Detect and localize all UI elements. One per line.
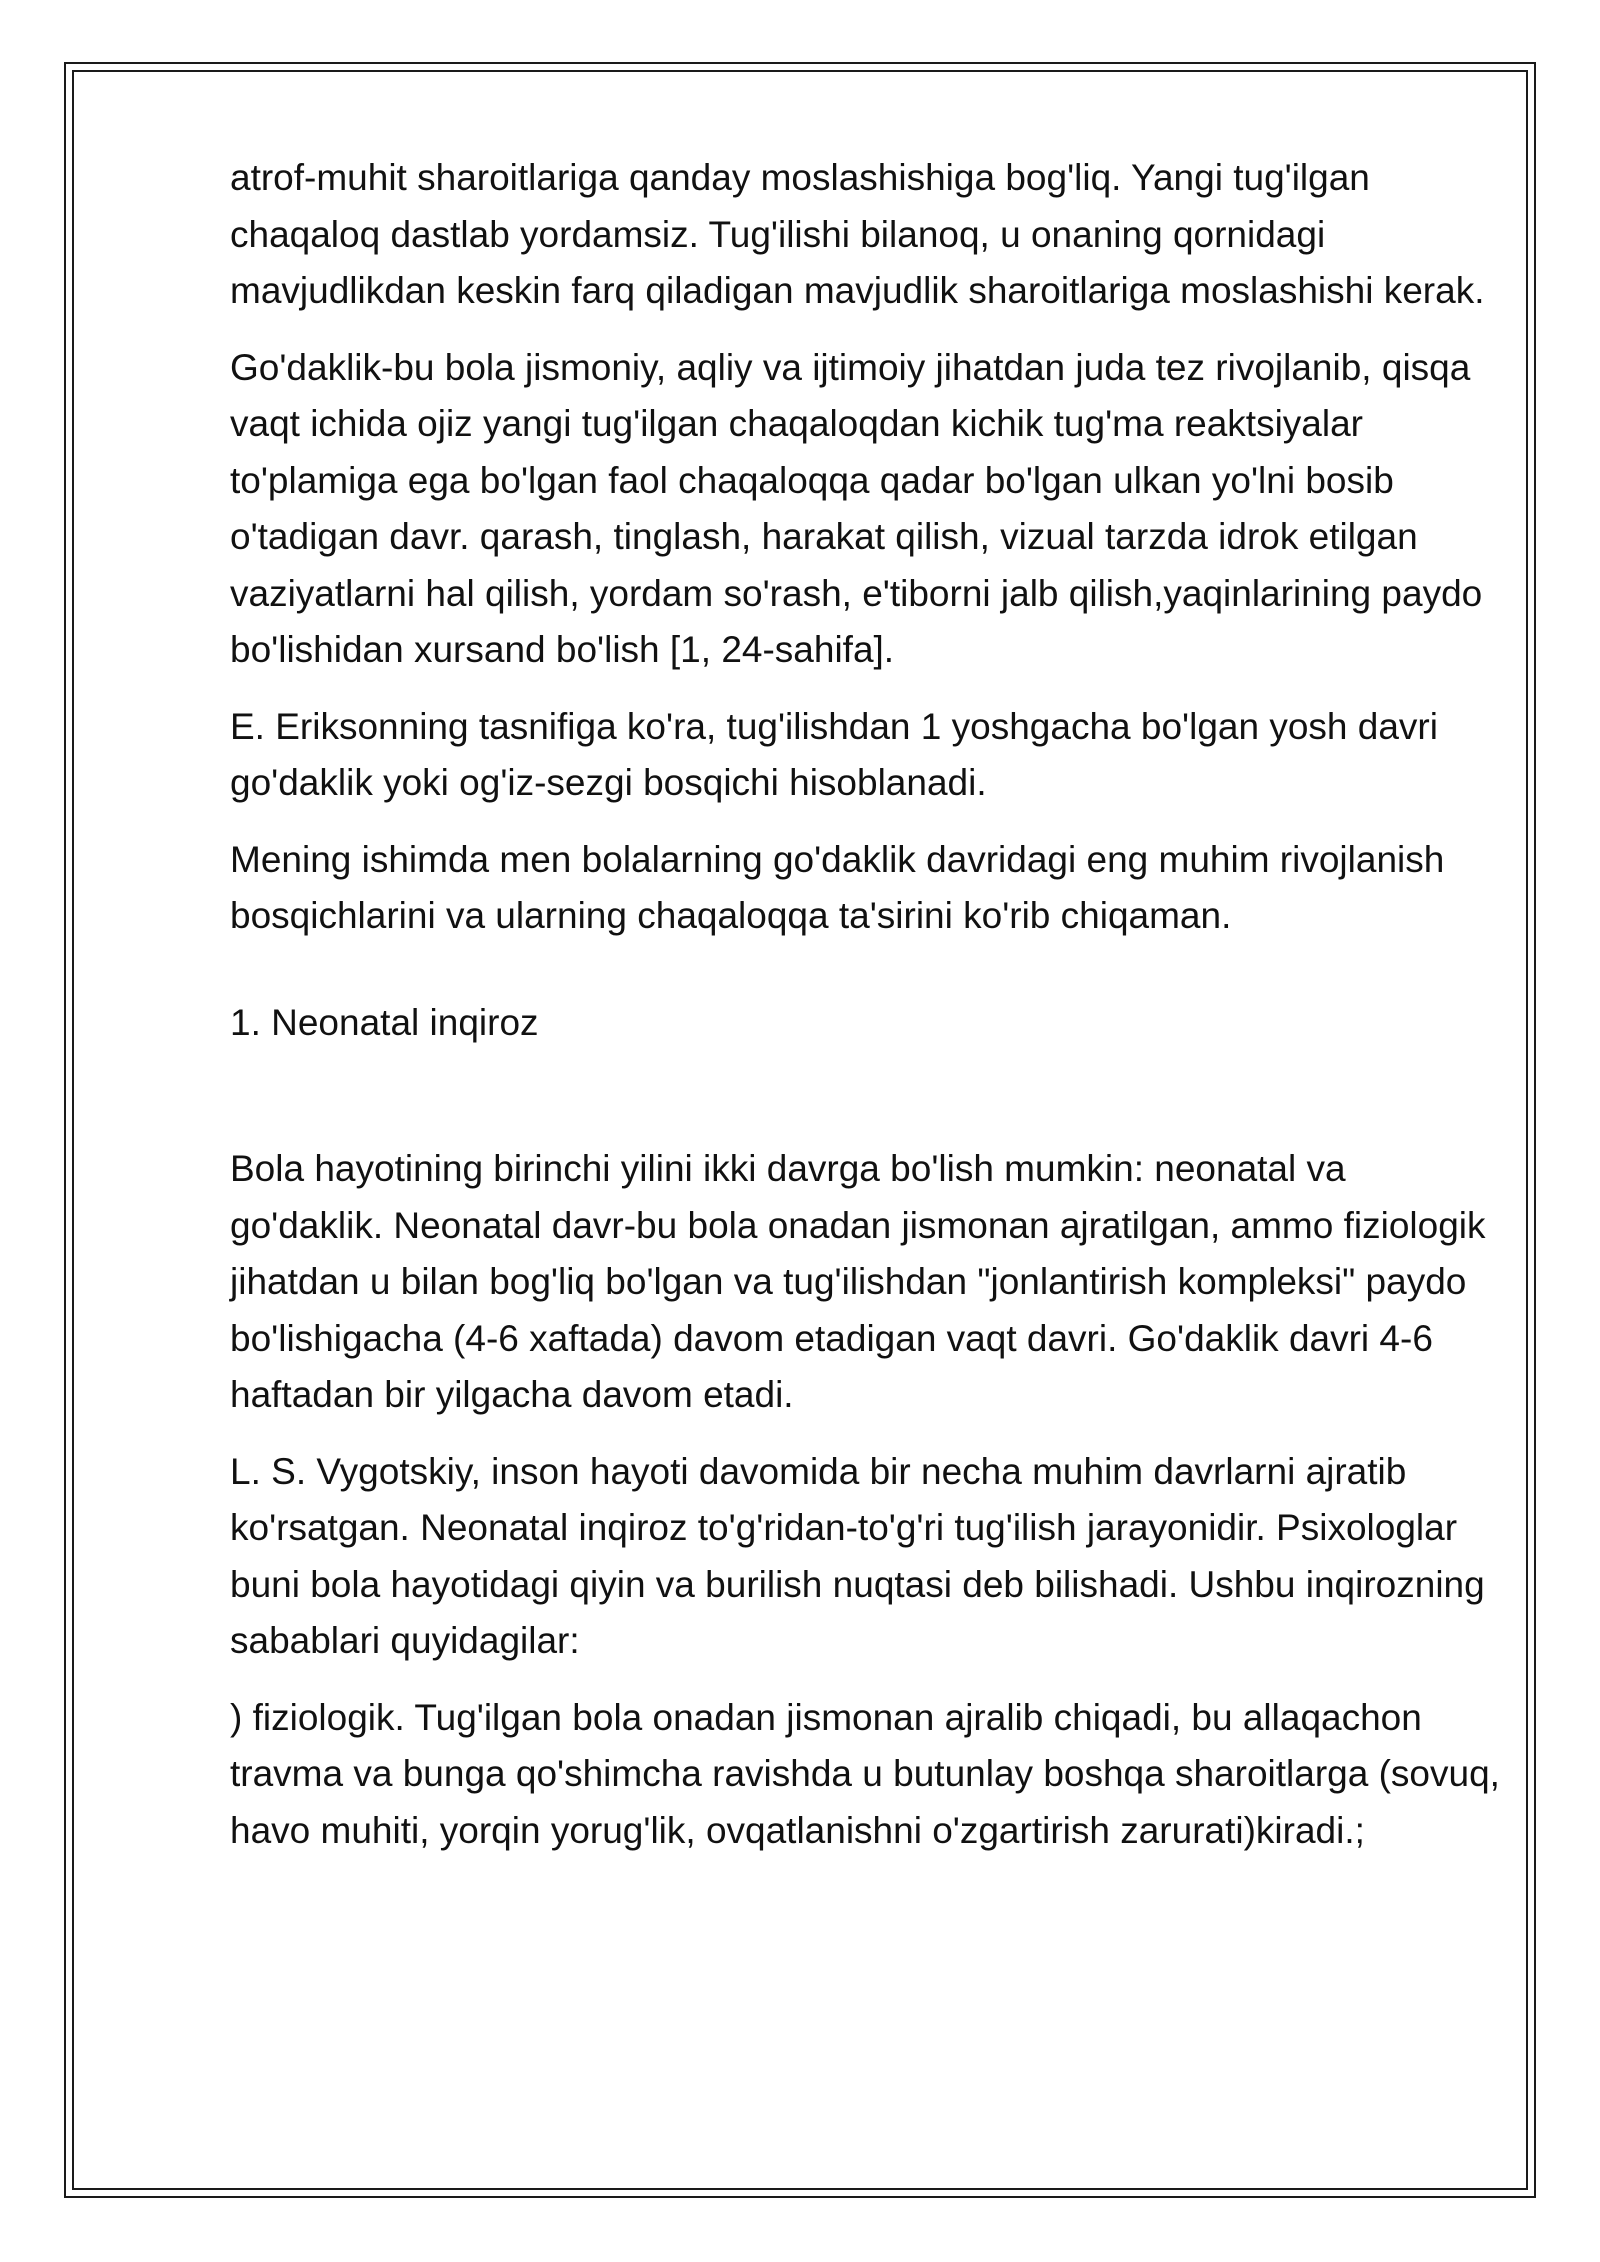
paragraph: atrof-muhit sharoitlariga qanday moslashishiga bog'liq. Yangi tug'ilgan chaqaloq dastlab yordamsiz. Tug'ilishi bilanoq, u onaning qornidagi mavjudlikdan keskin farq qiladigan mavjudlik sharoitlariga moslashishi kerak.: [230, 157, 1485, 311]
paragraph: Mening ishimda men bolalarning go'daklik davridagi eng muhim rivojlanish bosqichlarini va ularning chaqaloqqa ta'sirini ko'rib chiqaman.: [230, 838, 1445, 936]
paragraph: L. S. Vygotskiy, inson hayoti davomida bir necha muhim davrlarni ajratib ko'rsatgan. Neonatal inqiroz to'g'ridan-to'g'ri tug'ilish jarayonidir. Psixologlar buni bola hayotidagi qiyin va burilish nuqtasi deb bilishadi. Ushbu inqirozning sabablari quyidagilar:: [230, 1450, 1485, 1661]
section-heading: 1. Neonatal inqiroz: [230, 1001, 539, 1043]
document-body: [230, 150, 1500, 1879]
paragraph: ) fiziologik. Tug'ilgan bola onadan jismonan ajralib chiqadi, bu allaqachon travma va bunga qo'shimcha ravishda u butunlay boshqa sharoitlarga (sovuq, havo muhiti, yorqin yorug'lik, ovqatlanishni o'zgartirish zarurati)kiradi.;: [230, 1696, 1500, 1851]
paragraph: E. Eriksonning tasnifiga ko'ra, tug'ilishdan 1 yoshgacha bo'lgan yosh davri go'daklik yoki og'iz-sezgi bosqichi hisoblanadi.: [230, 705, 1438, 803]
paragraph: Go'daklik-bu bola jismoniy, aqliy va ijtimoiy jihatdan juda tez rivojlanib, qisqa vaqt ichida ojiz yangi tug'ilgan chaqaloqdan kichik tug'ma reaktsiyalar to'plamiga ega bo'lgan faol chaqaloqqa qadar bo'lgan ulkan yo'lni bosib o'tadigan davr. qarash, tinglash, harakat qilish, vizual tarzda idrok etilgan vaziyatlarni hal qilish, yordam so'rash, e'tiborni jalb qilish,yaqinlarining paydo bo'lishidan xursand bo'lish [1, 24-sahifa].: [230, 346, 1483, 670]
paragraph: Bola hayotining birinchi yilini ikki davrga bo'lish mumkin: neonatal va go'daklik. Neonatal davr-bu bola onadan jismonan ajratilgan, ammo fiziologik jihatdan u bilan bog'liq bo'lgan va tug'ilishdan "jonlantirish kompleksi" paydo bo'lishigacha (4-6 xaftada) davom etadigan vaqt davri. Go'daklik davri 4-6 haftadan bir yilgacha davom etadi.: [230, 1148, 1486, 1415]
